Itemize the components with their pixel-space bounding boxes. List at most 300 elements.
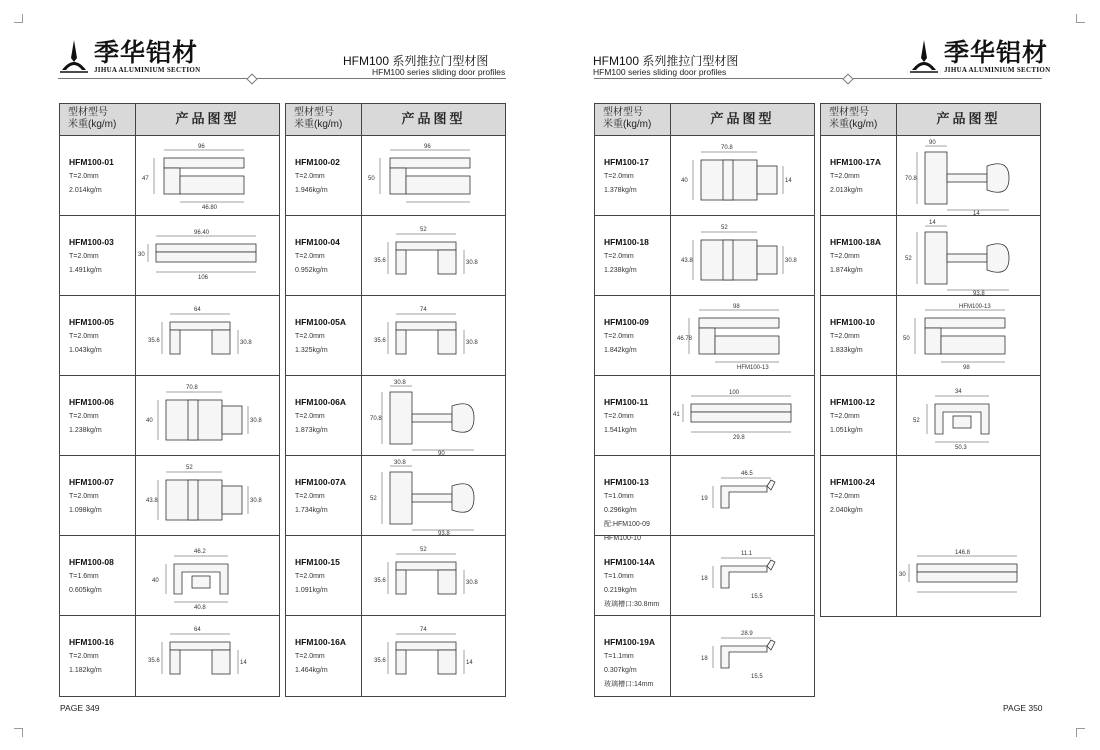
profile-drawing	[136, 536, 279, 615]
svg-text:52	[721, 225, 728, 231]
svg-text:19	[701, 496, 708, 502]
profile-weight: 1.051kg/m	[830, 427, 863, 434]
svg-text:HFM100-13	[737, 365, 769, 371]
dimension-label: 40	[152, 578, 159, 584]
svg-text:30.8	[466, 260, 478, 266]
svg-text:52	[913, 418, 920, 424]
profile-section-drawing	[897, 376, 1040, 456]
dimension-label: 40	[681, 178, 688, 184]
profile-model: HFM100-08	[69, 557, 114, 567]
table-row	[595, 296, 814, 376]
dimension-label: HFM100-13	[737, 365, 769, 371]
svg-text:15.5	[751, 594, 763, 600]
profile-thickness: T=1.0mm	[604, 573, 634, 580]
col-drawing-label: 产品图型	[936, 112, 1001, 127]
brand-subtitle: JIHUA ALUMINIUM SECTION	[944, 66, 1051, 74]
col-weight-label: 米重(kg/m)	[294, 119, 343, 130]
dimension-label: 70.8	[721, 145, 733, 151]
svg-text:18	[701, 656, 708, 662]
profile-note: 配:HFM100-09	[604, 521, 650, 528]
profile-section-drawing	[136, 136, 279, 216]
dimension-label: 30	[138, 252, 145, 258]
table-row	[60, 296, 279, 376]
profile-section-drawing	[136, 616, 279, 696]
profile-note: 玻璃槽口:30.8mm	[604, 601, 660, 608]
svg-text:30.8	[394, 460, 406, 466]
profile-section-drawing	[671, 536, 814, 616]
svg-text:35.6	[374, 258, 386, 264]
dimension-label: 34	[955, 389, 962, 395]
page-number: PAGE 350	[1003, 703, 1043, 713]
table-row	[821, 216, 1040, 296]
dimension-label: 18	[701, 656, 708, 662]
svg-text:35.6	[374, 578, 386, 584]
svg-text:28.9	[741, 631, 753, 637]
svg-text:14	[785, 178, 792, 184]
dimension-label: 52	[420, 227, 427, 233]
profile-weight: 1.873kg/m	[295, 427, 328, 434]
dimension-label: 30	[899, 572, 906, 578]
dimension-label: 14	[466, 660, 473, 666]
svg-text:HFM100-13	[959, 304, 991, 310]
profile-drawing	[362, 216, 505, 295]
dimension-label: 46.5	[741, 471, 753, 477]
profile-section-drawing	[136, 296, 279, 376]
profile-weight: 2.014kg/m	[69, 187, 102, 194]
dimension-label: 50.3	[955, 445, 967, 451]
profile-drawing	[362, 456, 505, 535]
dimension-label: 70.8	[186, 385, 198, 391]
profile-model: HFM100-18A	[830, 237, 882, 247]
svg-text:70.8	[905, 176, 917, 182]
profile-section-drawing	[136, 456, 279, 536]
profile-drawing	[897, 216, 1040, 295]
profile-drawing	[362, 136, 505, 215]
profile-thickness: T=1.0mm	[604, 493, 634, 500]
dimension-label: 35.6	[374, 258, 386, 264]
profile-section-drawing	[136, 376, 279, 456]
profile-model: HFM100-16A	[295, 637, 347, 647]
table-row	[286, 616, 505, 696]
profile-drawing	[671, 616, 814, 696]
table-row	[60, 136, 279, 216]
table-row	[595, 616, 814, 696]
table-row	[286, 376, 505, 456]
dimension-label: 14	[929, 220, 936, 226]
profile-drawing	[362, 296, 505, 375]
svg-text:47	[142, 176, 149, 182]
dimension-label: 28.9	[741, 631, 753, 637]
header-rule	[58, 78, 506, 79]
svg-text:64	[194, 627, 201, 633]
profile-thickness: T=2.0mm	[69, 173, 99, 180]
profile-thickness: T=2.0mm	[830, 173, 860, 180]
dimension-label: 90	[929, 140, 936, 146]
profile-model: HFM100-02	[295, 157, 340, 167]
dimension-label: 96	[198, 144, 205, 150]
table-row	[60, 456, 279, 536]
svg-text:146.8	[955, 550, 971, 556]
table-row	[286, 456, 505, 536]
col-model-label: 型材型号	[603, 107, 643, 118]
svg-text:98	[963, 365, 970, 371]
profile-section-drawing	[136, 216, 279, 296]
svg-text:70.8	[186, 385, 198, 391]
svg-text:43.8	[681, 258, 693, 264]
page-subtitle: HFM100 series sliding door profiles	[372, 67, 506, 77]
profile-model: HFM100-15	[295, 557, 340, 567]
profile-weight: 0.219kg/m	[604, 587, 637, 594]
dimension-label: 106	[198, 275, 209, 281]
dimension-label: 30.8	[466, 580, 478, 586]
profile-model: HFM100-18	[604, 237, 649, 247]
dimension-label: 46.2	[194, 549, 206, 555]
dimension-label: 41	[673, 412, 680, 418]
svg-text:70.8	[721, 145, 733, 151]
svg-text:34	[955, 389, 962, 395]
dimension-label: 15.5	[751, 594, 763, 600]
table-header	[286, 104, 505, 136]
dimension-label: 35.6	[148, 338, 160, 344]
table-row	[286, 536, 505, 616]
dimension-label: 50	[903, 336, 910, 342]
svg-text:90	[929, 140, 936, 146]
page-title: HFM100 系列推拉门型材图	[593, 54, 739, 68]
profile-thickness: T=2.0mm	[830, 413, 860, 420]
profile-drawing	[136, 216, 279, 295]
profile-drawing	[897, 136, 1040, 215]
table-row	[821, 456, 1040, 616]
profile-thickness: T=2.0mm	[295, 413, 325, 420]
profile-model: HFM100-07A	[295, 477, 347, 487]
table-header	[821, 104, 1040, 136]
col-weight-label: 米重(kg/m)	[829, 119, 878, 130]
dimension-label: 15.5	[751, 674, 763, 680]
profile-weight: 1.842kg/m	[604, 347, 637, 354]
profile-table	[820, 103, 1041, 617]
page-number: PAGE 349	[60, 703, 100, 713]
dimension-label: 52	[721, 225, 728, 231]
svg-text:35.6	[374, 658, 386, 664]
profile-model: HFM100-05	[69, 317, 114, 327]
dimension-label: 14	[240, 660, 247, 666]
svg-text:35.6	[148, 658, 160, 664]
brand-logo	[58, 38, 200, 74]
profile-model: HFM100-11	[604, 397, 649, 407]
dimension-label: 35.6	[374, 578, 386, 584]
profile-weight: 0.296kg/m	[604, 507, 637, 514]
profile-note: HFM100-10	[604, 535, 641, 542]
profile-model: HFM100-16	[69, 637, 114, 647]
table-row	[60, 376, 279, 456]
dimension-label: 90	[438, 451, 445, 456]
dimension-label: 30.8	[250, 498, 262, 504]
dimension-label: 46.78	[677, 336, 693, 342]
svg-text:35.6	[148, 338, 160, 344]
profile-thickness: T=2.0mm	[295, 653, 325, 660]
crop-mark	[14, 728, 23, 737]
svg-text:50	[368, 176, 375, 182]
svg-text:30	[138, 252, 145, 258]
profile-section-drawing	[897, 136, 1040, 216]
svg-text:50	[903, 336, 910, 342]
profile-model: HFM100-03	[69, 237, 114, 247]
table-row	[60, 216, 279, 296]
dimension-label: HFM100-13	[959, 304, 991, 310]
profile-thickness: T=2.0mm	[295, 333, 325, 340]
table-header	[595, 104, 814, 136]
profile-section-drawing	[136, 536, 279, 616]
svg-text:100	[729, 390, 740, 396]
profile-drawing	[362, 536, 505, 615]
dimension-label: 98	[733, 304, 740, 310]
table-row	[595, 456, 814, 542]
brand-name: 季华铝材	[944, 38, 1049, 67]
profile-drawing	[362, 376, 505, 455]
profile-model: HFM100-04	[295, 237, 340, 247]
dimension-label: 52	[370, 496, 377, 502]
dimension-label: 70.8	[370, 416, 382, 422]
dimension-label: 74	[420, 627, 427, 633]
table-row	[286, 136, 505, 216]
brand-mark-icon	[908, 38, 940, 74]
table-row	[821, 376, 1040, 456]
dimension-label: 52	[186, 465, 193, 471]
svg-text:46.78	[677, 336, 693, 342]
profile-note: 玻璃槽口:14mm	[604, 681, 654, 688]
profile-section-drawing	[897, 296, 1040, 376]
profile-drawing	[136, 376, 279, 455]
svg-text:30	[899, 572, 906, 578]
svg-text:11.1	[741, 551, 753, 557]
svg-text:14	[929, 220, 936, 226]
profile-section-drawing	[897, 456, 1040, 616]
dimension-label: 30.8	[250, 418, 262, 424]
profile-model: HFM100-19A	[604, 637, 656, 647]
dimension-label: 100	[729, 390, 740, 396]
profile-section-drawing	[671, 376, 814, 456]
dimension-label: 96	[424, 144, 431, 150]
profile-thickness: T=2.0mm	[69, 653, 99, 660]
profile-section-drawing	[671, 216, 814, 296]
profile-weight: 1.833kg/m	[830, 347, 863, 354]
profile-weight: 0.605kg/m	[69, 587, 102, 594]
dimension-label: 29.8	[733, 435, 745, 441]
profile-drawing	[136, 296, 279, 375]
profile-drawing	[136, 136, 279, 215]
profile-thickness: T=2.0mm	[830, 333, 860, 340]
dimension-label: 96.40	[194, 230, 210, 236]
svg-text:40	[146, 418, 153, 424]
profile-model: HFM100-14A	[604, 557, 656, 567]
col-drawing-label: 产品图型	[175, 112, 240, 127]
svg-text:46.2	[194, 549, 206, 555]
col-weight-label: 米重(kg/m)	[68, 119, 117, 130]
dimension-label: 64	[194, 307, 201, 313]
dimension-label: 35.6	[374, 338, 386, 344]
dimension-label: 50	[368, 176, 375, 182]
profile-model: HFM100-05A	[295, 317, 347, 327]
dimension-label: 11.1	[741, 551, 753, 557]
dimension-label: 14	[785, 178, 792, 184]
col-model-label: 型材型号	[294, 107, 334, 118]
brand-logo	[908, 38, 1050, 74]
table-row	[595, 376, 814, 456]
profile-drawing	[897, 376, 1040, 455]
svg-text:52	[905, 256, 912, 262]
table-row	[595, 536, 814, 616]
profile-thickness: T=2.0mm	[295, 173, 325, 180]
svg-text:30.8	[466, 580, 478, 586]
profile-thickness: T=2.0mm	[295, 253, 325, 260]
svg-text:30.8	[785, 258, 797, 264]
svg-text:74	[420, 307, 427, 313]
profile-thickness: T=2.0mm	[604, 173, 634, 180]
crop-mark	[14, 14, 23, 23]
profile-weight: 1.541kg/m	[604, 427, 637, 434]
dimension-label: 52	[905, 256, 912, 262]
svg-text:46.5	[741, 471, 753, 477]
profile-model: HFM100-17A	[830, 157, 882, 167]
profile-thickness: T=1.6mm	[69, 573, 99, 580]
table-header	[60, 104, 279, 136]
profile-thickness: T=2.0mm	[69, 413, 99, 420]
profile-weight: 1.238kg/m	[69, 427, 102, 434]
profile-table	[59, 103, 280, 697]
table-row	[595, 216, 814, 296]
svg-text:74	[420, 627, 427, 633]
profile-model: HFM100-17	[604, 157, 649, 167]
col-drawing-label: 产品图型	[710, 112, 775, 127]
profile-thickness: T=2.0mm	[69, 333, 99, 340]
profile-weight: 2.013kg/m	[830, 187, 863, 194]
catalog-page-right	[550, 0, 1100, 750]
profile-drawing	[671, 376, 814, 455]
profile-section-drawing	[671, 136, 814, 216]
svg-text:30.8	[250, 498, 262, 504]
profile-drawing	[897, 456, 1040, 616]
svg-text:29.8	[733, 435, 745, 441]
crop-mark	[1076, 728, 1085, 737]
profile-weight: 0.307kg/m	[604, 667, 637, 674]
dimension-label: 35.6	[148, 658, 160, 664]
profile-model: HFM100-06A	[295, 397, 347, 407]
crop-mark	[1076, 14, 1085, 23]
dimension-label: 93.8	[438, 531, 450, 536]
svg-text:96.40	[194, 230, 210, 236]
profile-model: HFM100-07	[69, 477, 114, 487]
dimension-label: 18	[701, 576, 708, 582]
profile-weight: 1.043kg/m	[69, 347, 102, 354]
profile-weight: 1.464kg/m	[295, 667, 328, 674]
profile-weight: 1.378kg/m	[604, 187, 637, 194]
profile-thickness: T=2.0mm	[830, 253, 860, 260]
svg-text:30.8	[240, 340, 252, 346]
dimension-label: 40.8	[194, 605, 206, 611]
dimension-label: 30.8	[466, 340, 478, 346]
svg-text:18	[701, 576, 708, 582]
profile-weight: 1.491kg/m	[69, 267, 102, 274]
table-row	[60, 616, 279, 696]
dimension-label: 14	[973, 211, 980, 216]
profile-weight: 1.946kg/m	[295, 187, 328, 194]
profile-section-drawing	[897, 216, 1040, 296]
profile-model: HFM100-06	[69, 397, 114, 407]
dimension-label: 47	[142, 176, 149, 182]
svg-text:106	[198, 275, 209, 281]
svg-text:41	[673, 412, 680, 418]
profile-thickness: T=2.0mm	[604, 253, 634, 260]
svg-text:52	[186, 465, 193, 471]
profile-thickness: T=2.0mm	[295, 573, 325, 580]
table-row	[821, 296, 1040, 376]
profile-section-drawing	[362, 376, 505, 456]
profile-section-drawing	[671, 616, 814, 696]
profile-section-drawing	[362, 296, 505, 376]
profile-drawing	[671, 296, 814, 375]
col-weight-label: 米重(kg/m)	[603, 119, 652, 130]
profile-drawing	[671, 136, 814, 215]
svg-text:35.6	[374, 338, 386, 344]
profile-model: HFM100-10	[830, 317, 875, 327]
profile-weight: 1.091kg/m	[295, 587, 328, 594]
svg-text:96	[424, 144, 431, 150]
dimension-label: 43.8	[146, 498, 158, 504]
page-title: HFM100 系列推拉门型材图	[343, 54, 489, 68]
profile-table	[285, 103, 506, 697]
dimension-label: 46.80	[202, 205, 218, 211]
svg-text:70.8	[370, 416, 382, 422]
svg-text:43.8	[146, 498, 158, 504]
dimension-label: 64	[194, 627, 201, 633]
table-row	[60, 536, 279, 616]
table-row	[286, 296, 505, 376]
profile-model: HFM100-24	[830, 477, 875, 487]
col-drawing-label: 产品图型	[401, 112, 466, 127]
profile-section-drawing	[362, 456, 505, 536]
table-row	[595, 136, 814, 216]
col-model-label: 型材型号	[68, 107, 108, 118]
svg-text:96	[198, 144, 205, 150]
profile-thickness: T=2.0mm	[69, 493, 99, 500]
profile-drawing	[671, 536, 814, 615]
profile-model: HFM100-13	[604, 477, 649, 487]
profile-section-drawing	[671, 456, 814, 536]
profile-drawing	[136, 456, 279, 535]
profile-weight: 2.040kg/m	[830, 507, 863, 514]
dimension-label: 146.8	[955, 550, 971, 556]
svg-text:46.80	[202, 205, 218, 211]
dimension-label: 30.8	[785, 258, 797, 264]
profile-model: HFM100-12	[830, 397, 875, 407]
profile-section-drawing	[362, 136, 505, 216]
profile-model: HFM100-09	[604, 317, 649, 327]
dimension-label: 74	[420, 307, 427, 313]
svg-text:98	[733, 304, 740, 310]
dimension-label: 35.6	[374, 658, 386, 664]
table-row	[821, 136, 1040, 216]
profile-weight: 1.098kg/m	[69, 507, 102, 514]
profile-drawing	[671, 456, 814, 535]
profile-drawing	[897, 296, 1040, 375]
dimension-label: 93.8	[973, 291, 985, 296]
svg-text:40	[152, 578, 159, 584]
dimension-label: 52	[913, 418, 920, 424]
brand-subtitle: JIHUA ALUMINIUM SECTION	[94, 66, 201, 74]
profile-weight: 1.182kg/m	[69, 667, 102, 674]
profile-drawing	[362, 616, 505, 696]
profile-section-drawing	[362, 536, 505, 616]
